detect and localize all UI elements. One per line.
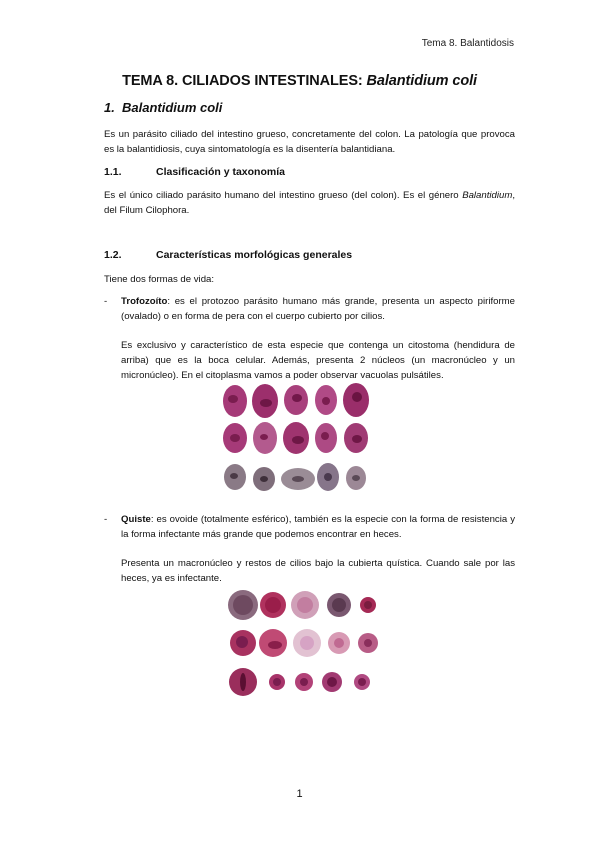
section-1-paragraph: Es un parásito ciliado del intestino grueso, concretamente del colon. La patología que provoca es la balantidiosis, cuya sintomatología es la disentería balantidiana. — [104, 129, 515, 155]
trophozoite-extra-paragraph: Es exclusivo y característico de esta especie que contenga un citostoma (hendidura de arriba) que es la boca celular. Además, presenta 2 núcleos (un macronúcleo y un micronúcleo). En el citoplasma vamos a poder observar vacuolas pulsátiles. — [121, 340, 515, 381]
cyst-figure-svg — [226, 588, 382, 700]
section-1-1-text-a: Es el único ciliado parásito humano del intestino grueso (del colon). Es el género — [104, 190, 463, 201]
bullet-trophozoite — [104, 294, 515, 324]
title-main: TEMA 8. CILIADOS INTESTINALES: — [122, 73, 367, 89]
section-1-1-number: 1.1. — [104, 166, 122, 178]
cyst-row-3 — [229, 668, 370, 696]
section-1-1-text-b: , del Filum Cilophora. — [104, 190, 515, 216]
section-1-2-number: 1.2. — [104, 249, 122, 261]
genus-name: Balantidium — [462, 190, 513, 201]
cyst-micrographs — [226, 588, 382, 700]
cyst-description: : es ovoide (totalmente esférico), también es la especie con la forma de resistencia y la forma infectante más grande que podemos encontrar en heces. — [121, 514, 515, 540]
document-title — [0, 73, 599, 89]
running-header: Tema 8. Balantidosis — [421, 38, 514, 49]
section-1-1-title: Clasificación y taxonomía — [156, 166, 285, 178]
cyst-row-2 — [230, 629, 378, 657]
section-1-2-title: Características morfológicas generales — [156, 249, 353, 261]
section-1-title: Balantidium coli — [122, 100, 223, 115]
term-trophozoite: Trofozoíto — [121, 296, 168, 307]
section-1-heading — [104, 100, 222, 115]
section-1-1-heading — [104, 166, 285, 178]
term-cyst: Quiste — [121, 514, 151, 525]
title-species: Balantidium coli — [366, 73, 477, 89]
cyst-row-1 — [228, 590, 376, 620]
bullet-cyst-text — [121, 512, 515, 542]
bullet-trophozoite-text — [121, 294, 515, 324]
trophozoite-description: : es el protozoo parásito humano más grande, presenta un aspecto piriforme (ovalado) o en forma de pera con el cuerpo cubierto por cilios. — [121, 296, 515, 322]
cyst-extra-paragraph: Presenta un macronúcleo y restos de cilios bajo la cubierta quística. Cuando sale por las heces, ya es infectante. — [121, 558, 515, 584]
bullet-cyst — [104, 512, 515, 542]
life-forms-intro: Tiene dos formas de vida: — [104, 274, 215, 285]
bullet-dash: - — [104, 296, 108, 307]
trophozoite-micrographs — [218, 383, 374, 497]
page-number: 1 — [296, 788, 303, 800]
trophozoite-row-1 — [223, 383, 369, 418]
section-1-1-paragraph — [104, 188, 515, 218]
trophozoite-row-3 — [224, 463, 366, 491]
section-1-2-heading — [104, 249, 352, 261]
trophozoite-row-2 — [223, 422, 368, 454]
section-1-number: 1. — [104, 100, 115, 115]
trophozoite-figure-svg — [218, 383, 374, 497]
bullet-dash: - — [104, 514, 108, 525]
